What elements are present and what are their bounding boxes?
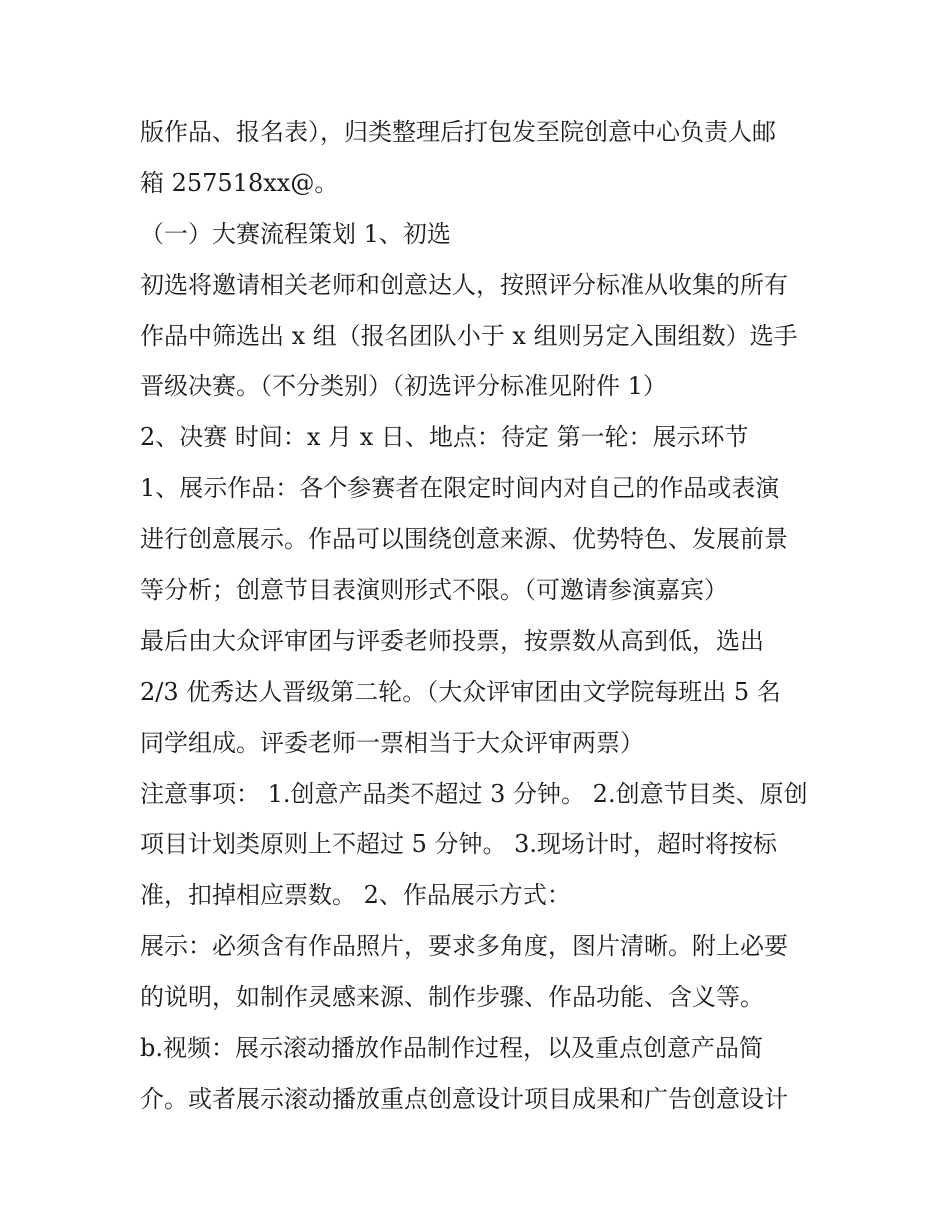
text-line: 注意事项： 1.创意产品类不超过 3 分钟。 2.创意节目类、原创 xyxy=(140,779,808,808)
text-line: 项目计划类原则上不超过 5 分钟。 3.现场计时，超时将按标 xyxy=(140,830,778,859)
text-line: 进行创意展示。作品可以围绕创意来源、优势特色、发展前景 xyxy=(140,525,788,554)
text-line: b.视频：展示滚动播放作品制作过程，以及重点创意产品简 xyxy=(140,1034,763,1063)
text-line: 同学组成。评委老师一票相当于大众评审两票） xyxy=(140,728,644,757)
text-line: 1、展示作品：各个参赛者在限定时间内对自己的作品或表演 xyxy=(140,474,780,503)
section-heading: （一）大赛流程策划 1、初选 xyxy=(140,219,451,248)
text-line: 最后由大众评审团与评委老师投票，按票数从高到低，选出 xyxy=(140,626,764,655)
text-line: 晋级决赛。（不分类别）（初选评分标准见附件 1） xyxy=(140,372,667,401)
text-line: 作品中筛选出 x 组（报名团队小于 x 组则另定入围组数）选手 xyxy=(140,321,798,350)
text-line: 的说明，如制作灵感来源、制作步骤、作品功能、含义等。 xyxy=(140,983,764,1012)
body-text xyxy=(140,107,830,1125)
text-line: 2、决赛 时间：x 月 x 日、地点：待定 第一轮：展示环节 xyxy=(140,423,749,452)
text-line: 2/3 优秀达人晋级第二轮。（大众评审团由文学院每班出 5 名 xyxy=(140,677,781,706)
text-line: 等分析；创意节目表演则形式不限。（可邀请参演嘉宾） xyxy=(140,576,728,605)
text-line: 展示：必须含有作品照片，要求多角度，图片清晰。附上必要 xyxy=(140,932,788,961)
text-line: 箱 257518xx@。 xyxy=(140,168,339,197)
text-line: 介。或者展示滚动播放重点创意设计项目成果和广告创意设计 xyxy=(140,1084,788,1113)
text-line: 准，扣掉相应票数。 2、作品展示方式： xyxy=(140,881,571,910)
text-line: 版作品、报名表），归类整理后打包发至院创意中心负责人邮 xyxy=(140,118,776,146)
text-line: 初选将邀请相关老师和创意达人，按照评分标准从收集的所有 xyxy=(140,270,788,299)
